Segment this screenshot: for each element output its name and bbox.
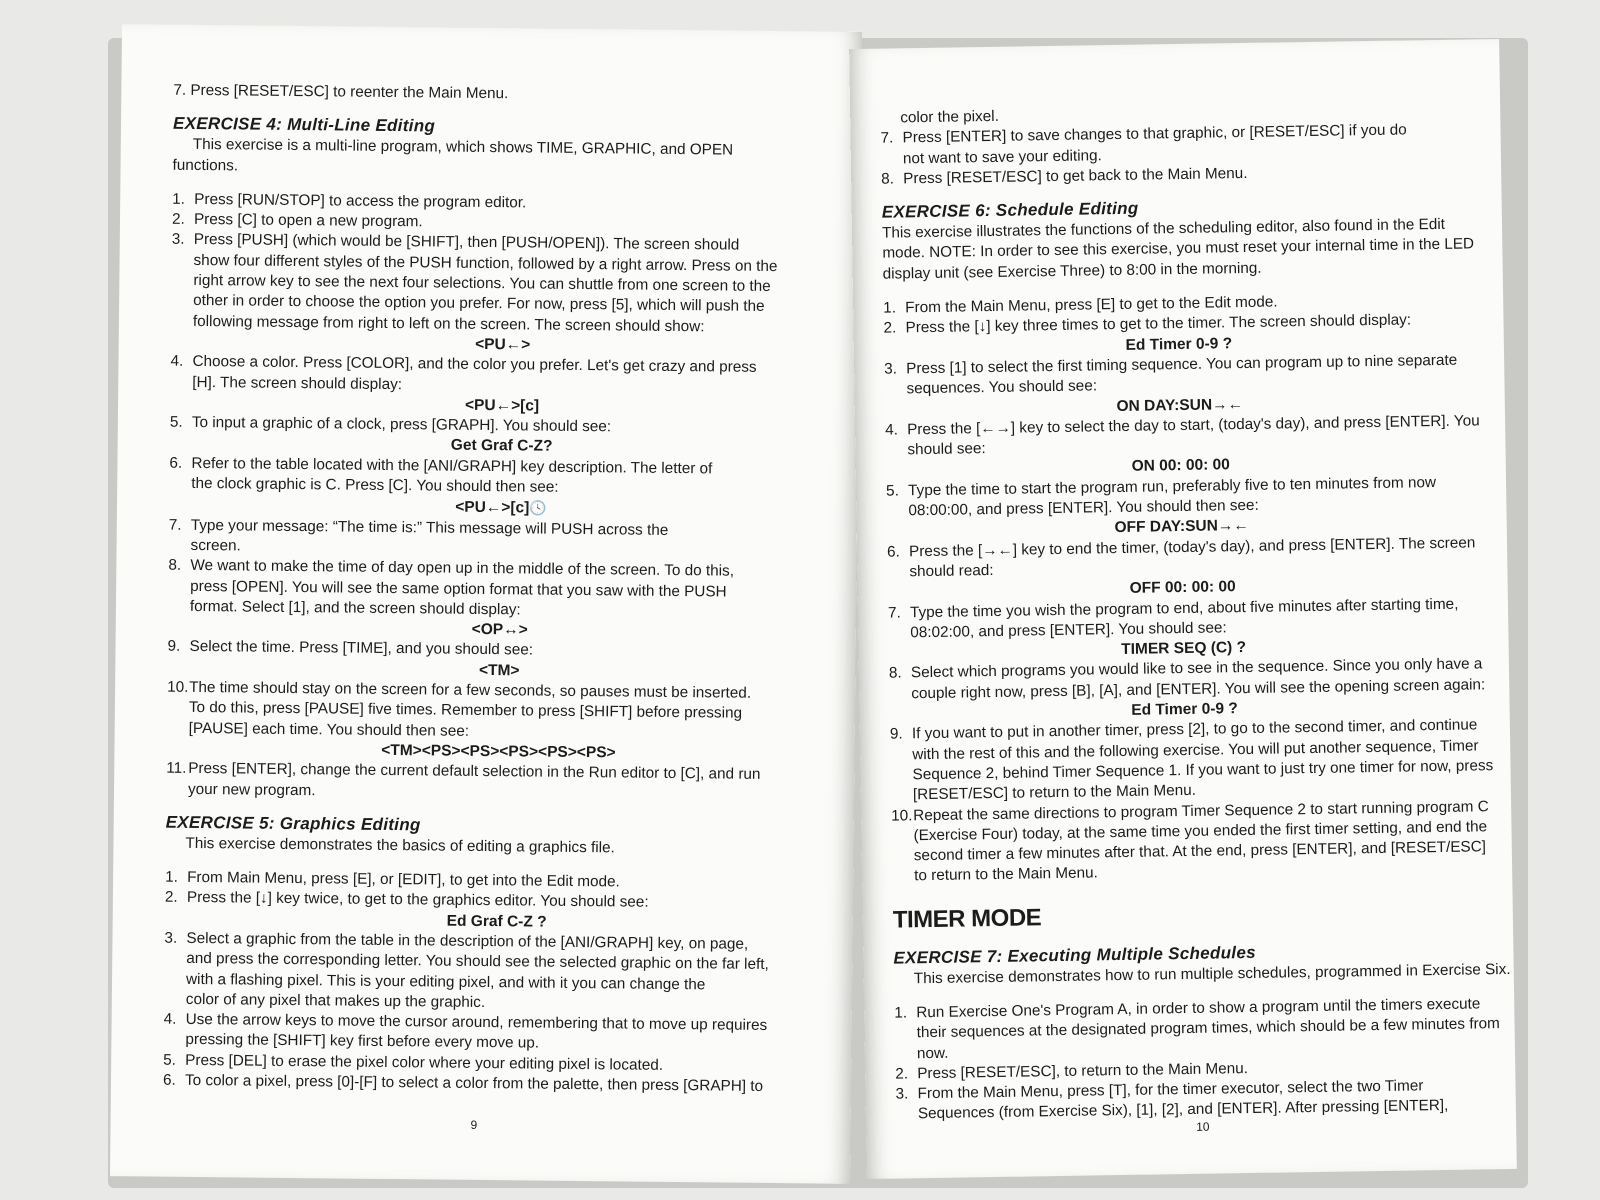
text-line: mode. NOTE: In order to see this exercise, you must reset your internal time in the LED xyxy=(882,235,1475,263)
step-number: 4. xyxy=(885,421,899,439)
step-number: 2. xyxy=(171,210,185,229)
list-item xyxy=(171,230,836,338)
step-number: 8. xyxy=(168,556,182,575)
step-text-line: From the Main Menu, press [E] to get to the Edit mode. xyxy=(905,293,1278,317)
step-number: 6. xyxy=(162,1071,176,1089)
step-number: 10. xyxy=(891,806,913,825)
step-number: 5. xyxy=(885,482,900,500)
step-text-line: Use the arrow keys to move the cursor around, remembering that to move up requires xyxy=(185,1011,768,1035)
text-line: This exercise illustrates the functions of the scheduling editor, also found in the Edit xyxy=(881,216,1446,242)
step-number: 9. xyxy=(167,638,181,656)
step-number: 4. xyxy=(170,352,184,371)
code-text: <TM> xyxy=(478,661,520,680)
step-text-line: press [OPEN]. You will see the same option format that you saw with the PUSH xyxy=(190,577,727,601)
list-item xyxy=(168,515,832,563)
step-text-line: color of any pixel that makes up the graphic. xyxy=(185,990,486,1011)
text-line: functions. xyxy=(172,156,239,174)
code-text: ON 00: 00: 00 xyxy=(1131,456,1230,476)
right-page xyxy=(849,39,1517,1179)
step-text-line: format. Select [1], and the screen should display: xyxy=(189,597,521,619)
intro-line: 7. Press [RESET/ESC] to reenter the Main Menu. xyxy=(173,81,509,103)
step-text-line: From Main Menu, press [E], or [EDIT], to get into the Edit mode. xyxy=(187,868,620,891)
step-text-line: If you want to put in another timer, press [2], to go to the second timer, and continue xyxy=(911,716,1478,743)
code-text: OFF DAY:SUN→← xyxy=(1114,517,1250,537)
list-item xyxy=(894,994,1500,1064)
step-text-line: Press [DEL] to erase the pixel color where your editing pixel is located. xyxy=(185,1051,664,1074)
step-text-line: The time should stay on the screen for a few seconds, so pauses must be inserted. xyxy=(189,678,752,702)
step-text-line: To input a graphic of a clock, press [GRAPH]. You should see: xyxy=(191,414,612,436)
step-text-line: Press [RESET/ESC], to return to the Main Menu. xyxy=(917,1059,1249,1083)
step-text-line: Press [PUSH] (which would be [SHIFT], then [PUSH/OPEN]). The screen should xyxy=(193,231,740,255)
list-item xyxy=(889,716,1494,806)
list-item xyxy=(168,556,833,624)
step-number: 6. xyxy=(886,543,900,561)
step-text-line: Press [C] to open a new program. xyxy=(193,211,423,231)
step-text-line: following message from right to left on the screen. The screen should show: xyxy=(192,312,705,335)
exercise5-steps xyxy=(163,868,829,1098)
step-number: 2. xyxy=(164,889,178,907)
step-text-line: pressing the [SHIFT] key first before every move up. xyxy=(185,1031,540,1053)
step-text-line: their sequences at the designated program times, which should be a few minutes from xyxy=(916,1015,1500,1042)
exercise5-heading: EXERCISE 5: Graphics Editing xyxy=(165,812,421,835)
step-text-line: with the rest of this and the following exercise. You will put another sequence, Timer xyxy=(912,736,1479,763)
list-item xyxy=(891,797,1489,887)
step-text-line: Repeat the same directions to program Timer Sequence 2 to start running program C xyxy=(913,797,1489,824)
step-number: 9. xyxy=(889,725,903,743)
step-number: 3. xyxy=(171,231,185,249)
page-number-left: 9 xyxy=(470,1117,478,1132)
step-number: 3. xyxy=(164,929,178,947)
list-item xyxy=(166,759,830,807)
list-item xyxy=(163,1010,827,1058)
step-number: 6. xyxy=(169,454,183,472)
step-text-line: couple right now, press [B], [A], and [ENTER]. You will see the opening screen again: xyxy=(911,675,1486,702)
exercise7-heading: EXERCISE 7: Executing Multiple Schedules xyxy=(893,942,1257,968)
step-text-line: with a flashing pixel. This is your editing pixel, and with it you can change the xyxy=(185,970,706,993)
step-text-line: 08:00:00, and press [ENTER]. You should then see: xyxy=(908,496,1259,520)
step-text-line: Press the [↓] key twice, to get to the graphics editor. You should see: xyxy=(186,889,649,912)
step-number: 4. xyxy=(163,1010,177,1028)
list-item xyxy=(170,352,834,400)
step-text-line: We want to make the time of day open up in the middle of the screen. To do this, xyxy=(190,557,735,580)
step-text-line: Press [RUN/STOP] to access the program editor. xyxy=(194,190,527,212)
exercise6-heading: EXERCISE 6: Schedule Editing xyxy=(881,198,1139,222)
step-number: 5. xyxy=(169,413,183,431)
code-text: <TM><PS><PS><PS><PS><PS> xyxy=(381,741,616,762)
step-text-line: (Exercise Four) today, at the same time you ended the first timer setting, and end the xyxy=(913,818,1488,845)
text-line: This exercise demonstrates how to run multiple schedules, programmed in Exercise Six. xyxy=(913,960,1511,987)
step-text-line: Sequences (from Exercise Six), [1], [2], and [ENTER]. After pressing [ENTER], xyxy=(917,1097,1449,1123)
code-text: Get Graf C-Z? xyxy=(450,437,553,456)
step-text-line: [H]. The screen should display: xyxy=(192,373,403,393)
step-text-line: other in order to choose the option you prefer. For now, press [5], which will push the xyxy=(193,292,765,316)
step-number: 2. xyxy=(895,1065,909,1083)
code-text: TIMER SEQ (C) ? xyxy=(1121,639,1247,659)
step-number: 7. xyxy=(887,603,901,622)
step-text-line: second timer a few minutes after that. At the end, press [ENTER], and [RESET/ESC] xyxy=(913,838,1487,865)
code-text: <PU←> xyxy=(475,335,531,354)
step-number: 11. xyxy=(166,759,187,778)
code-text: <OP↔> xyxy=(471,620,528,639)
code-text: ON DAY:SUN→← xyxy=(1116,395,1244,415)
step-number: 1. xyxy=(165,868,178,886)
clock-icon: 🕓 xyxy=(529,499,547,516)
step-text-line: now. xyxy=(916,1044,949,1062)
timer-mode-heading: TIMER MODE xyxy=(892,903,1042,934)
step-number: 3. xyxy=(884,360,898,378)
step-text-line: Press the [←→] key to select the day to start, (today's day), and press [ENTER]. You xyxy=(907,412,1480,439)
step-text-line: Press the [↓] key three times to get to the timer. The screen should display: xyxy=(905,311,1412,337)
step-text-line: right arrow key to see the next four selections. You can shuttle from one screen to the xyxy=(193,271,771,296)
step-text-line: Select which programs you would like to see in the sequence. Since you only have a xyxy=(910,655,1483,682)
list-item xyxy=(169,453,833,501)
list-item xyxy=(164,929,829,1017)
step-text-line: Press [ENTER] to save changes to that graphic, or [RESET/ESC] if you do xyxy=(902,121,1407,147)
code-text: <PU←>[c] xyxy=(464,396,540,415)
text-line: This exercise is a multi-line program, which shows TIME, GRAPHIC, and OPEN xyxy=(192,136,734,159)
step-number: 10. xyxy=(167,678,189,696)
step-text-line: Press [RESET/ESC] to get back to the Main Menu. xyxy=(903,164,1248,188)
step-number: 2. xyxy=(883,319,897,338)
list-item xyxy=(167,678,832,746)
step-text-line: [RESET/ESC] to return to the Main Menu. xyxy=(912,782,1197,804)
step-text-line: Press [1] to select the first timing sequence. You can program up to nine separate xyxy=(906,351,1458,378)
code-text: <PU←>[c] xyxy=(455,499,530,517)
step-text-line: To do this, press [PAUSE] five times. Remember to press [SHIFT] before pressing xyxy=(188,699,743,722)
step-text-line: sequences. You should see: xyxy=(906,377,1098,398)
step-text-line: should read: xyxy=(909,561,994,581)
continued-steps xyxy=(880,120,1471,190)
step-number: 8. xyxy=(881,170,895,188)
exercise4-steps xyxy=(166,190,836,807)
step-text-line: Select the time. Press [TIME], and you should see: xyxy=(189,638,534,659)
step-text-line: not want to save your editing. xyxy=(902,146,1102,167)
step-number: 1. xyxy=(894,1004,908,1022)
step-number: 8. xyxy=(888,664,902,683)
step-text-line: Choose a color. Press [COLOR], and the color you prefer. Let's get crazy and press xyxy=(192,353,757,377)
step-text-line: [PAUSE] each time. You should then see: xyxy=(188,719,470,740)
exercise6-steps xyxy=(883,289,1494,887)
step-text-line: to return to the Main Menu. xyxy=(914,864,1098,885)
step-text-line: From the Main Menu, press [T], for the timer executor, select the two Timer xyxy=(917,1077,1424,1103)
exercise6-description xyxy=(882,215,1473,285)
step-number: 1. xyxy=(883,299,897,317)
text-line: display unit (see Exercise Three) to 8:00 in the morning. xyxy=(882,259,1262,283)
step-text-line: Press [ENTER], change the current default selection in the Run editor to [C], and run xyxy=(188,760,761,784)
step-text-line: your new program. xyxy=(187,780,316,799)
exercise7-steps xyxy=(894,994,1500,1125)
step-number: 7. xyxy=(880,129,894,147)
step-number: 3. xyxy=(895,1085,909,1103)
exercise4-heading: EXERCISE 4: Multi-Line Editing xyxy=(172,113,436,136)
page-number-right: 10 xyxy=(1196,1119,1210,1134)
step-text-line: Sequence 2, behind Timer Sequence 1. If you want to just try one timer for now, press xyxy=(912,757,1494,784)
step-text-line: Type the time you wish the program to end, about five minutes after starting time, xyxy=(909,595,1459,621)
step-number: 1. xyxy=(172,190,186,208)
step-text-line: and press the corresponding letter. You should see the selected graphic on the far left, xyxy=(186,950,769,974)
step-text-line: show four different styles of the PUSH function, followed by a right arrow. Press on the xyxy=(193,251,778,275)
step-text-line: the clock graphic is C. Press [C]. You should then see: xyxy=(191,474,559,496)
step-text-line: Run Exercise One's Program A, in order to show a program until the timers execute xyxy=(916,995,1481,1022)
step-number: 7. xyxy=(168,516,182,534)
step-text-line: Select a graphic from the table in the description of the [ANI/GRAPH] key, on page, xyxy=(186,929,749,953)
text-line: color the pixel. xyxy=(900,107,1000,127)
code-text: Ed Graf C-Z ? xyxy=(446,912,547,931)
step-text-line: Type your message: “The time is:” This message will PUSH across the xyxy=(190,516,669,539)
code-text: Ed Timer 0-9 ? xyxy=(1131,700,1238,719)
exercise4-description xyxy=(172,135,836,183)
step-text-line: should see: xyxy=(907,440,986,459)
step-text-line: Type the time to start the program run, preferably five to ten minutes from now xyxy=(907,473,1437,500)
text-line: This exercise demonstrates the basics of editing a graphics file. xyxy=(185,834,615,857)
step-text-line: To color a pixel, press [0]-[F] to select a color from the palette, then press [GRAPH] to xyxy=(184,1071,764,1095)
left-page xyxy=(110,24,862,1184)
step-text-line: Press the [→←] key to end the timer, (today's day), and press [ENTER]. The screen xyxy=(908,534,1476,560)
step-text-line: screen. xyxy=(190,536,241,555)
list-item xyxy=(895,1075,1486,1125)
code-text: Ed Timer 0-9 ? xyxy=(1125,334,1233,354)
step-text-line: 08:02:00, and press [ENTER]. You should see: xyxy=(910,619,1227,642)
step-number: 5. xyxy=(163,1051,177,1069)
step-text-line: Refer to the table located with the [ANI/GRAPH] key description. The letter of xyxy=(191,454,713,478)
code-text: OFF 00: 00: 00 xyxy=(1129,578,1236,598)
